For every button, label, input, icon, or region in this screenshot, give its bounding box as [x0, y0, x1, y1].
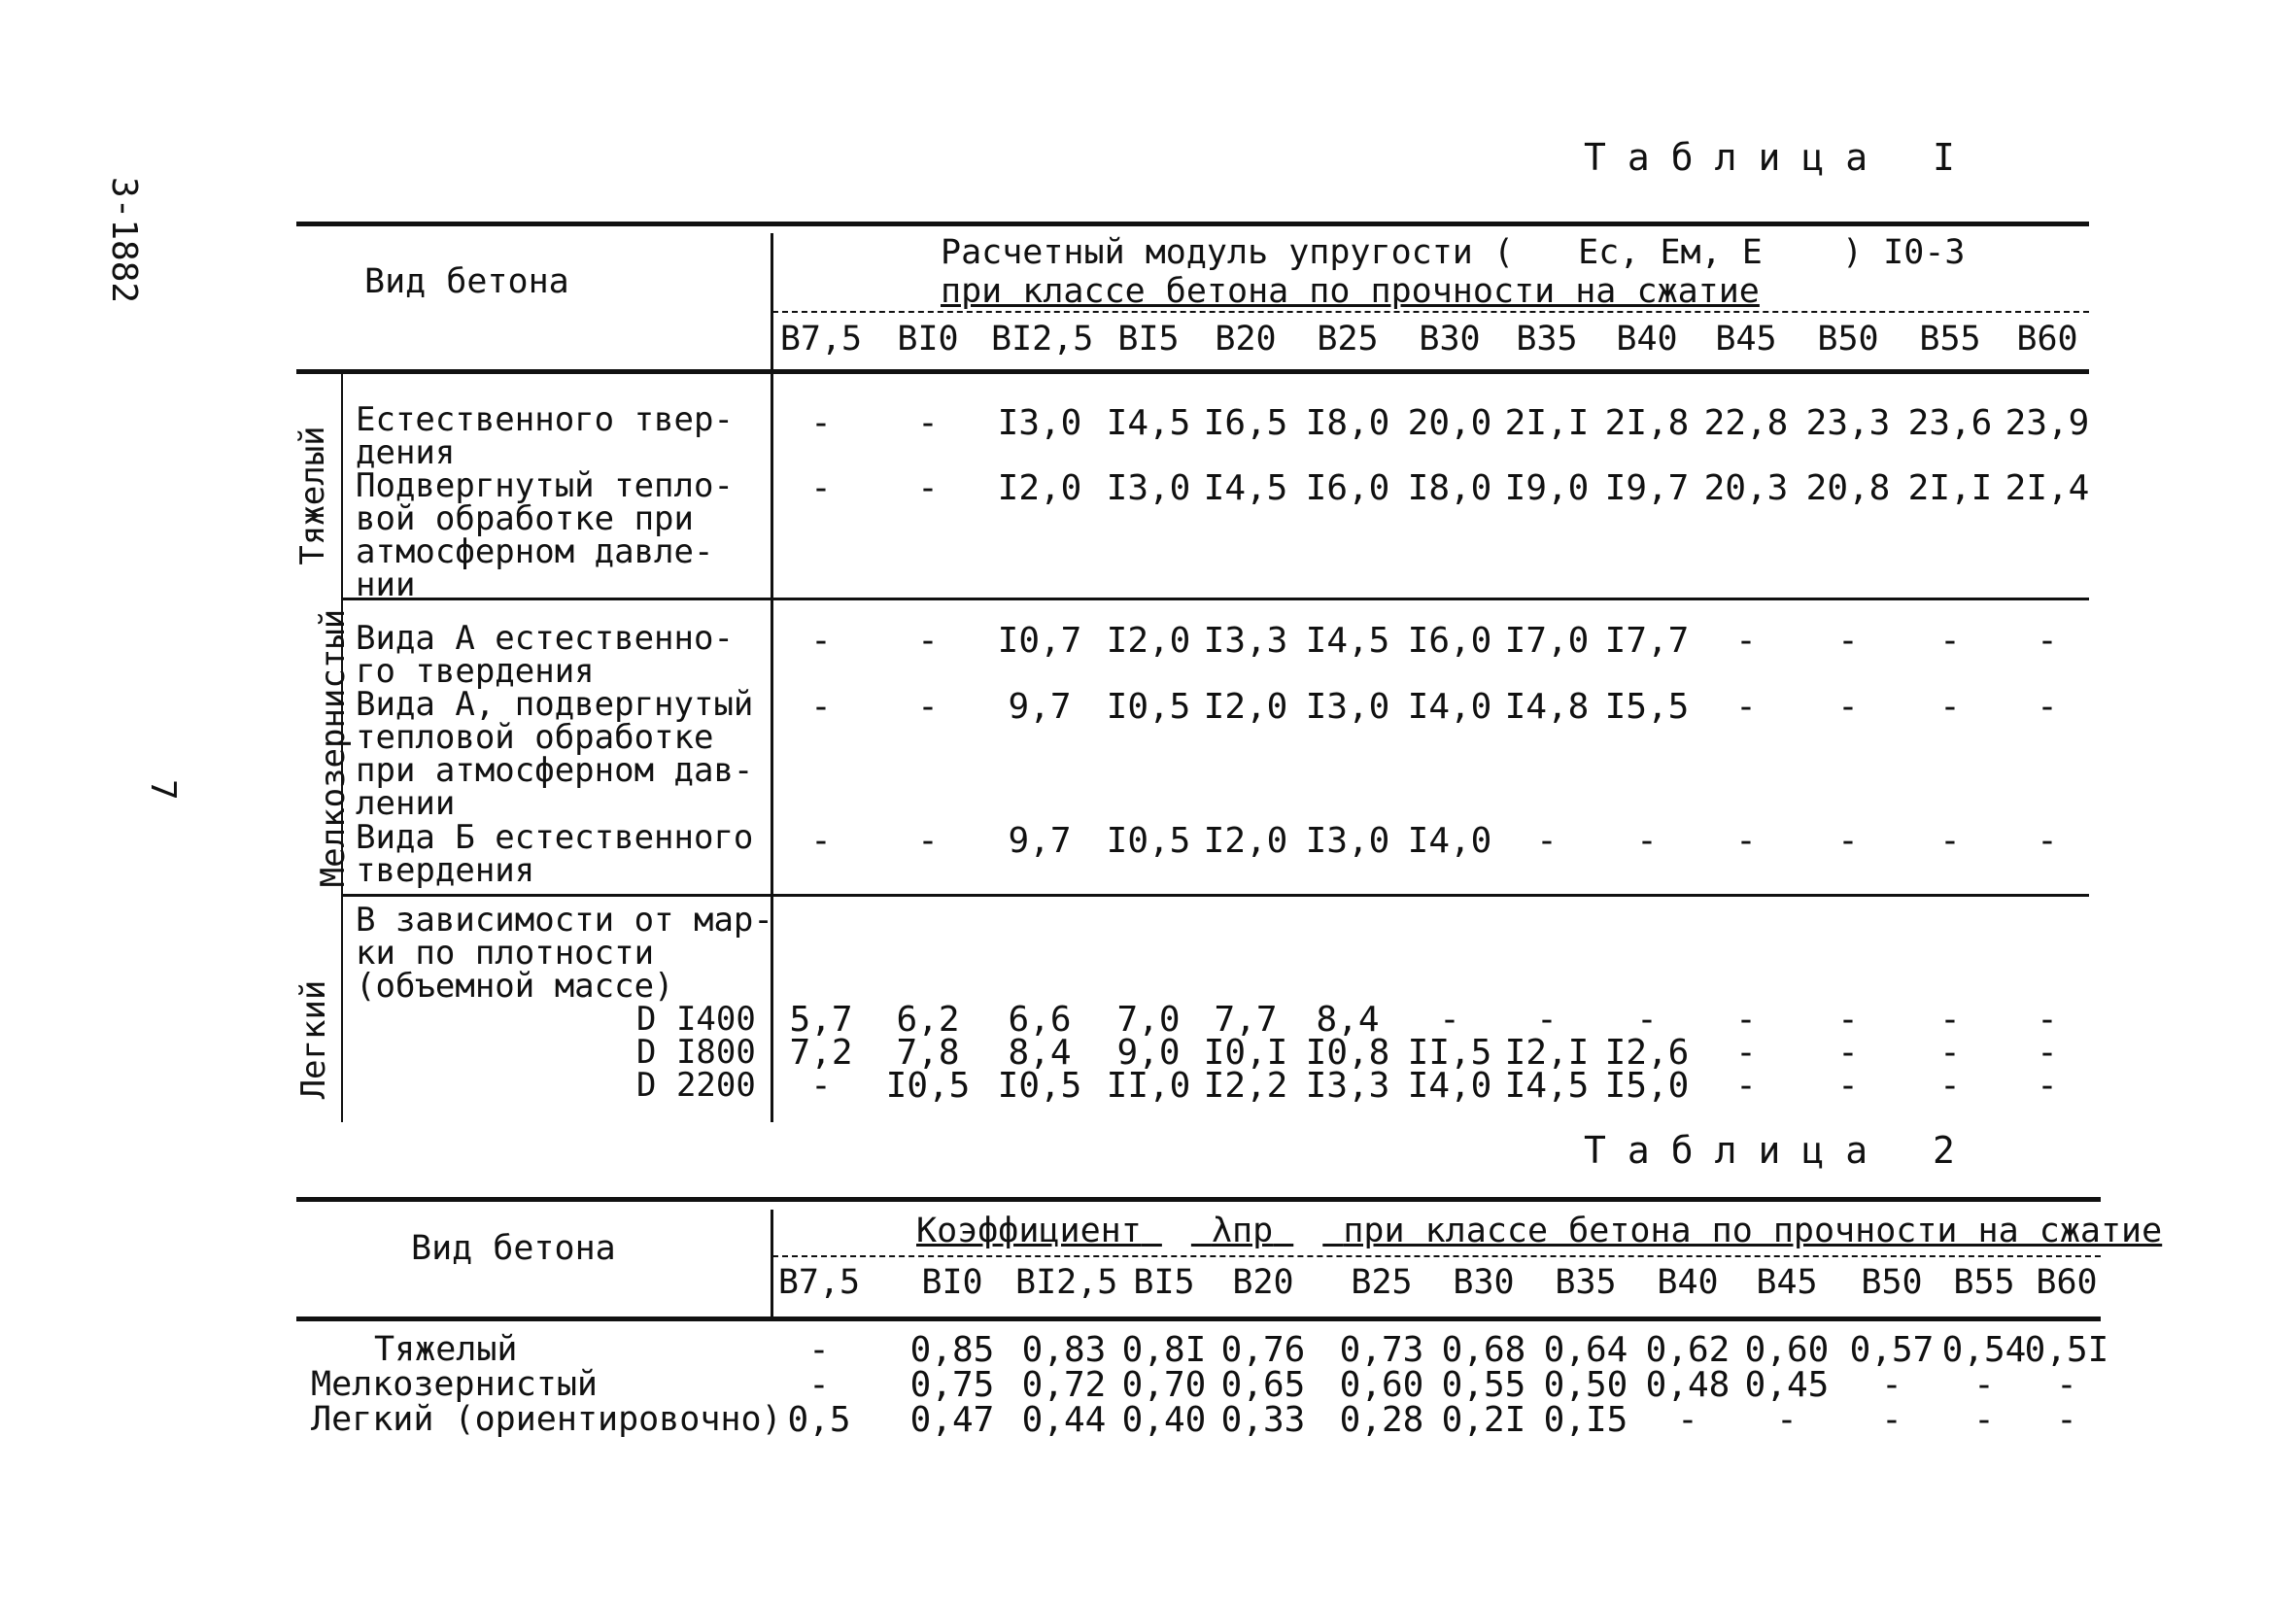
class-header-11: B55 — [1919, 320, 1981, 359]
t2-cell-r0-c6: 0,68 — [1441, 1330, 1526, 1370]
t1-cell-r6-c2: 8,4 — [1008, 1033, 1072, 1073]
table1-header-main-line2: при классе бетона по прочности на сжатие — [941, 272, 1760, 311]
t1-cell-r3-c9: - — [1735, 687, 1757, 727]
t2-cell-r0-c4: 0,76 — [1220, 1330, 1306, 1370]
t1-cell-r2-c3: I2,0 — [1106, 621, 1191, 661]
row-desc-fine-b-natural: Вида Б естественного твердения — [356, 818, 754, 890]
t1-cell-r4-c11: - — [1939, 821, 1961, 861]
t2-cell-r2-c2: 0,44 — [1021, 1400, 1107, 1440]
t1-cell-r4-c1: - — [917, 821, 939, 861]
t1-cell-r6-c9: - — [1735, 1033, 1757, 1073]
t2-cell-r1-c9: 0,45 — [1744, 1365, 1830, 1405]
t1-cell-r0-c2: I3,0 — [997, 403, 1082, 443]
t1-cell-r5-c2: 6,6 — [1008, 1000, 1072, 1040]
t2-cell-r1-c5: 0,60 — [1339, 1365, 1424, 1405]
t1-cell-r7-c4: I2,2 — [1203, 1066, 1288, 1106]
class-header-5: B25 — [1351, 1263, 1413, 1302]
table1-header-symbol-em: Eм — [1660, 233, 1701, 272]
t2-cell-r2-c12: - — [2056, 1400, 2077, 1440]
table2-class-rule — [772, 1255, 2101, 1259]
t1-cell-r2-c2: I0,7 — [997, 621, 1082, 661]
t1-cell-r3-c0: - — [810, 687, 832, 727]
t2-cell-r2-c8: - — [1677, 1400, 1698, 1440]
class-header-11: B55 — [1953, 1263, 2015, 1302]
t2-cell-r1-c10: - — [1881, 1365, 1902, 1405]
t1-cell-r5-c1: 6,2 — [896, 1000, 960, 1040]
t2-cell-r1-c2: 0,72 — [1021, 1365, 1107, 1405]
table2-header-left: Вид бетона — [411, 1229, 616, 1268]
t2-cell-r2-c6: 0,2I — [1441, 1400, 1526, 1440]
t2-cell-r2-c7: 0,I5 — [1543, 1400, 1628, 1440]
t1-cell-r5-c3: 7,0 — [1116, 1000, 1181, 1040]
t1-cell-r1-c0: - — [810, 468, 832, 508]
t1-cell-r2-c6: I6,0 — [1407, 621, 1492, 661]
t1-cell-r1-c11: 2I,I — [1907, 468, 1993, 508]
t1-cell-r6-c12: - — [2037, 1033, 2058, 1073]
t1-cell-r0-c10: 23,3 — [1805, 403, 1891, 443]
t2-cell-r1-c6: 0,55 — [1441, 1365, 1526, 1405]
table1-header-factor: ) I0-3 — [1842, 233, 1966, 272]
t1-cell-r5-c8: - — [1636, 1000, 1658, 1040]
t1-cell-r0-c1: - — [917, 403, 939, 443]
t1-cell-r1-c2: I2,0 — [997, 468, 1082, 508]
t2-cell-r1-c11: - — [1973, 1365, 1995, 1405]
t1-cell-r2-c4: I3,3 — [1203, 621, 1288, 661]
t1-cell-r1-c5: I6,0 — [1305, 468, 1390, 508]
t1-cell-r7-c12: - — [2037, 1066, 2058, 1106]
t1-cell-r3-c1: - — [917, 687, 939, 727]
t1-cell-r0-c12: 23,9 — [2005, 403, 2090, 443]
class-header-6: B30 — [1419, 320, 1481, 359]
table1-header-main: Расчетный модуль упругости ( Ec, Eм, E ) I0-3 — [941, 233, 1966, 272]
t1-cell-r6-c5: I0,8 — [1305, 1033, 1390, 1073]
t1-cell-r1-c10: 20,8 — [1805, 468, 1891, 508]
t1-cell-r7-c1: I0,5 — [885, 1066, 971, 1106]
t2-row-label-finegrain: Мелкозернистый — [311, 1365, 599, 1404]
t2-cell-r0-c12: 0,5I — [2024, 1330, 2109, 1370]
t1-cell-r4-c7: - — [1536, 821, 1558, 861]
table1-header-symbol-ec: Ec — [1578, 233, 1620, 272]
t1-cell-r5-c5: 8,4 — [1316, 1000, 1380, 1040]
t2-cell-r1-c7: 0,50 — [1543, 1365, 1628, 1405]
t1-cell-r0-c5: I8,0 — [1305, 403, 1390, 443]
t1-cell-r2-c0: - — [810, 621, 832, 661]
t1-cell-r7-c8: I5,0 — [1604, 1066, 1690, 1106]
t2-cell-r2-c1: 0,47 — [909, 1400, 995, 1440]
table2-title: Таблица 2 — [1584, 1129, 1976, 1172]
table2-header-main — [916, 1214, 2162, 1248]
t1-cell-r3-c8: I5,5 — [1604, 687, 1690, 727]
t2-cell-r2-c5: 0,28 — [1339, 1400, 1424, 1440]
t2-cell-r2-c4: 0,33 — [1220, 1400, 1306, 1440]
t2-cell-r0-c9: 0,60 — [1744, 1330, 1830, 1370]
t1-cell-r4-c2: 9,7 — [1008, 821, 1072, 861]
group-label-heavy: Тяжелый — [293, 426, 332, 565]
t1-cell-r1-c8: I9,7 — [1604, 468, 1690, 508]
class-header-5: B25 — [1317, 320, 1379, 359]
table2-header-main-post: при классе бетона по прочности на сжатие — [1343, 1212, 2163, 1250]
t1-cell-r7-c10: - — [1837, 1066, 1859, 1106]
t2-cell-r2-c11: - — [1973, 1400, 1995, 1440]
t2-cell-r2-c9: - — [1776, 1400, 1798, 1440]
class-header-3: BI5 — [1133, 1263, 1195, 1302]
class-header-12: B60 — [2016, 320, 2078, 359]
t2-cell-r0-c2: 0,83 — [1021, 1330, 1107, 1370]
page-number: 7 — [143, 779, 183, 801]
lambda-symbol: λпр — [1211, 1212, 1274, 1250]
t2-row-label-light: Легкий (ориентировочно) — [311, 1400, 782, 1439]
t1-cell-r0-c9: 22,8 — [1703, 403, 1789, 443]
t1-cell-r7-c2: I0,5 — [997, 1066, 1082, 1106]
class-header-2: BI2,5 — [991, 320, 1094, 359]
table2-column-rule — [771, 1210, 773, 1316]
table2-header-rule — [296, 1316, 2101, 1321]
t1-cell-r6-c11: - — [1939, 1033, 1961, 1073]
t1-cell-r2-c12: - — [2037, 621, 2058, 661]
t1-cell-r7-c5: I3,3 — [1305, 1066, 1390, 1106]
t1-cell-r1-c7: I9,0 — [1504, 468, 1590, 508]
t1-cell-r6-c10: - — [1837, 1033, 1859, 1073]
t2-cell-r1-c1: 0,75 — [909, 1365, 995, 1405]
t1-cell-r0-c4: I6,5 — [1203, 403, 1288, 443]
t2-cell-r1-c8: 0,48 — [1645, 1365, 1731, 1405]
row-desc-heavy-natural: Естественного твер- дения — [356, 400, 734, 472]
t1-cell-r3-c5: I3,0 — [1305, 687, 1390, 727]
t1-cell-r3-c3: I0,5 — [1106, 687, 1191, 727]
t1-cell-r7-c7: I4,5 — [1504, 1066, 1590, 1106]
t2-cell-r1-c4: 0,65 — [1220, 1365, 1306, 1405]
table1-header-symbol-e: E — [1741, 233, 1763, 272]
t1-cell-r1-c1: - — [917, 468, 939, 508]
t1-cell-r0-c0: - — [810, 403, 832, 443]
t1-cell-r7-c6: I4,0 — [1407, 1066, 1492, 1106]
row-desc-fine-a-natural: Вида А естественно- го твердения — [356, 619, 734, 691]
t1-cell-r7-c3: II,0 — [1106, 1066, 1191, 1106]
t2-cell-r2-c10: - — [1881, 1400, 1902, 1440]
t1-cell-r5-c7: - — [1536, 1000, 1558, 1040]
class-header-10: B50 — [1817, 320, 1879, 359]
class-header-9: B45 — [1715, 320, 1777, 359]
t1-cell-r4-c10: - — [1837, 821, 1859, 861]
t1-cell-r2-c8: I7,7 — [1604, 621, 1690, 661]
t1-cell-r3-c12: - — [2037, 687, 2058, 727]
t1-cell-r0-c8: 2I,8 — [1604, 403, 1690, 443]
row-desc-heavy-steamed: Подвергнутый тепло- вой обработке при атмосферном давле- нии — [356, 466, 734, 604]
t1-cell-r5-c9: - — [1735, 1000, 1757, 1040]
t2-cell-r0-c0: - — [808, 1330, 830, 1370]
t1-cell-r3-c4: I2,0 — [1203, 687, 1288, 727]
table1-header-rule — [296, 369, 2089, 374]
t1-cell-r3-c2: 9,7 — [1008, 687, 1072, 727]
t1-cell-r4-c6: I4,0 — [1407, 821, 1492, 861]
t1-cell-r6-c1: 7,8 — [896, 1033, 960, 1073]
table2-header-main-pre: Коэффициент — [916, 1212, 1142, 1250]
t1-cell-r0-c3: I4,5 — [1106, 403, 1191, 443]
t1-cell-r4-c0: - — [810, 821, 832, 861]
class-header-9: B45 — [1756, 1263, 1818, 1302]
t1-cell-r4-c8: - — [1636, 821, 1658, 861]
document-code: 3-1882 — [104, 177, 144, 304]
row-desc-light-intro: В зависимости от мар- ки по плотности (объемной массе) — [356, 901, 773, 1006]
t2-cell-r0-c11: 0,54 — [1941, 1330, 2027, 1370]
t2-cell-r0-c10: 0,57 — [1849, 1330, 1935, 1370]
table1-title: Таблица I — [1584, 136, 1976, 179]
table1-header-main-text: Расчетный модуль упругости ( — [941, 233, 1515, 272]
t1-cell-r1-c12: 2I,4 — [2005, 468, 2090, 508]
t1-cell-r4-c5: I3,0 — [1305, 821, 1390, 861]
t1-cell-r2-c11: - — [1939, 621, 1961, 661]
class-header-1: BI0 — [897, 320, 959, 359]
t2-cell-r1-c12: - — [2056, 1365, 2077, 1405]
row-desc-fine-a-steamed: Вида А, подвергнутый тепловой обработке при атмосферном дав- лении — [356, 685, 754, 823]
t1-cell-r6-c3: 9,0 — [1116, 1033, 1181, 1073]
class-header-8: B40 — [1657, 1263, 1719, 1302]
t1-cell-r3-c11: - — [1939, 687, 1961, 727]
class-header-4: B20 — [1232, 1263, 1294, 1302]
table1-top-rule — [296, 222, 2089, 226]
table1-class-rule — [772, 311, 2089, 315]
t2-cell-r0-c1: 0,85 — [909, 1330, 995, 1370]
t1-cell-r1-c6: I8,0 — [1407, 468, 1492, 508]
t1-cell-r4-c12: - — [2037, 821, 2058, 861]
t1-cell-r2-c10: - — [1837, 621, 1859, 661]
t2-cell-r1-c3: 0,70 — [1121, 1365, 1207, 1405]
t2-cell-r0-c7: 0,64 — [1543, 1330, 1628, 1370]
t1-cell-r4-c4: I2,0 — [1203, 821, 1288, 861]
t1-cell-r4-c9: - — [1735, 821, 1757, 861]
t1-cell-r5-c10: - — [1837, 1000, 1859, 1040]
t1-cell-r2-c7: I7,0 — [1504, 621, 1590, 661]
table2-top-rule — [296, 1197, 2101, 1202]
row-desc-light-d1800: D I800 — [636, 1033, 756, 1072]
class-header-7: B35 — [1516, 320, 1578, 359]
row-desc-light-d2200: D 2200 — [636, 1066, 756, 1105]
class-header-2: BI2,5 — [1015, 1263, 1118, 1302]
t1-cell-r6-c7: I2,I — [1504, 1033, 1590, 1073]
t1-cell-r7-c9: - — [1735, 1066, 1757, 1106]
class-header-3: BI5 — [1117, 320, 1180, 359]
t2-row-label-heavy: Тяжелый — [374, 1330, 518, 1369]
t1-cell-r1-c9: 20,3 — [1703, 468, 1789, 508]
t2-cell-r2-c0: 0,5 — [787, 1400, 851, 1440]
table1-header-left: Вид бетона — [364, 262, 569, 301]
t1-cell-r2-c1: - — [917, 621, 939, 661]
t1-cell-r0-c6: 20,0 — [1407, 403, 1492, 443]
t1-cell-r3-c6: I4,0 — [1407, 687, 1492, 727]
class-header-0: B7,5 — [777, 1263, 861, 1302]
t1-cell-r3-c7: I4,8 — [1504, 687, 1590, 727]
t1-cell-r2-c9: - — [1735, 621, 1757, 661]
t2-cell-r0-c8: 0,62 — [1645, 1330, 1731, 1370]
t1-cell-r2-c5: I4,5 — [1305, 621, 1390, 661]
table1-group-divider-2 — [343, 894, 2089, 897]
t1-cell-r6-c6: II,5 — [1407, 1033, 1492, 1073]
t1-cell-r1-c4: I4,5 — [1203, 468, 1288, 508]
t2-cell-r0-c5: 0,73 — [1339, 1330, 1424, 1370]
t2-cell-r2-c3: 0,40 — [1121, 1400, 1207, 1440]
class-header-1: BI0 — [921, 1263, 983, 1302]
t1-cell-r7-c11: - — [1939, 1066, 1961, 1106]
t1-cell-r1-c3: I3,0 — [1106, 468, 1191, 508]
group-label-light: Легкий — [294, 979, 333, 1100]
t1-cell-r6-c8: I2,6 — [1604, 1033, 1690, 1073]
t1-cell-r7-c0: - — [810, 1066, 832, 1106]
class-header-12: B60 — [2036, 1263, 2098, 1302]
t1-cell-r0-c11: 23,6 — [1907, 403, 1993, 443]
t1-cell-r5-c12: - — [2037, 1000, 2058, 1040]
class-header-0: B7,5 — [779, 320, 863, 359]
t1-cell-r3-c10: - — [1837, 687, 1859, 727]
t2-cell-r1-c0: - — [808, 1365, 830, 1405]
t1-cell-r5-c11: - — [1939, 1000, 1961, 1040]
t1-cell-r4-c3: I0,5 — [1106, 821, 1191, 861]
group-label-finegrain: Мелкозернистый — [314, 608, 353, 888]
class-header-7: B35 — [1555, 1263, 1617, 1302]
t1-cell-r6-c4: I0,I — [1203, 1033, 1288, 1073]
class-header-6: B30 — [1453, 1263, 1515, 1302]
class-header-10: B50 — [1861, 1263, 1923, 1302]
class-header-4: B20 — [1215, 320, 1277, 359]
class-header-8: B40 — [1616, 320, 1678, 359]
t1-cell-r5-c6: - — [1439, 1000, 1460, 1040]
t1-cell-r0-c7: 2I,I — [1504, 403, 1590, 443]
t2-cell-r0-c3: 0,8I — [1121, 1330, 1207, 1370]
t1-cell-r5-c0: 5,7 — [789, 1000, 853, 1040]
t1-cell-r6-c0: 7,2 — [789, 1033, 853, 1073]
t1-cell-r5-c4: 7,7 — [1214, 1000, 1278, 1040]
row-desc-light-d1400: D I400 — [636, 1000, 756, 1039]
